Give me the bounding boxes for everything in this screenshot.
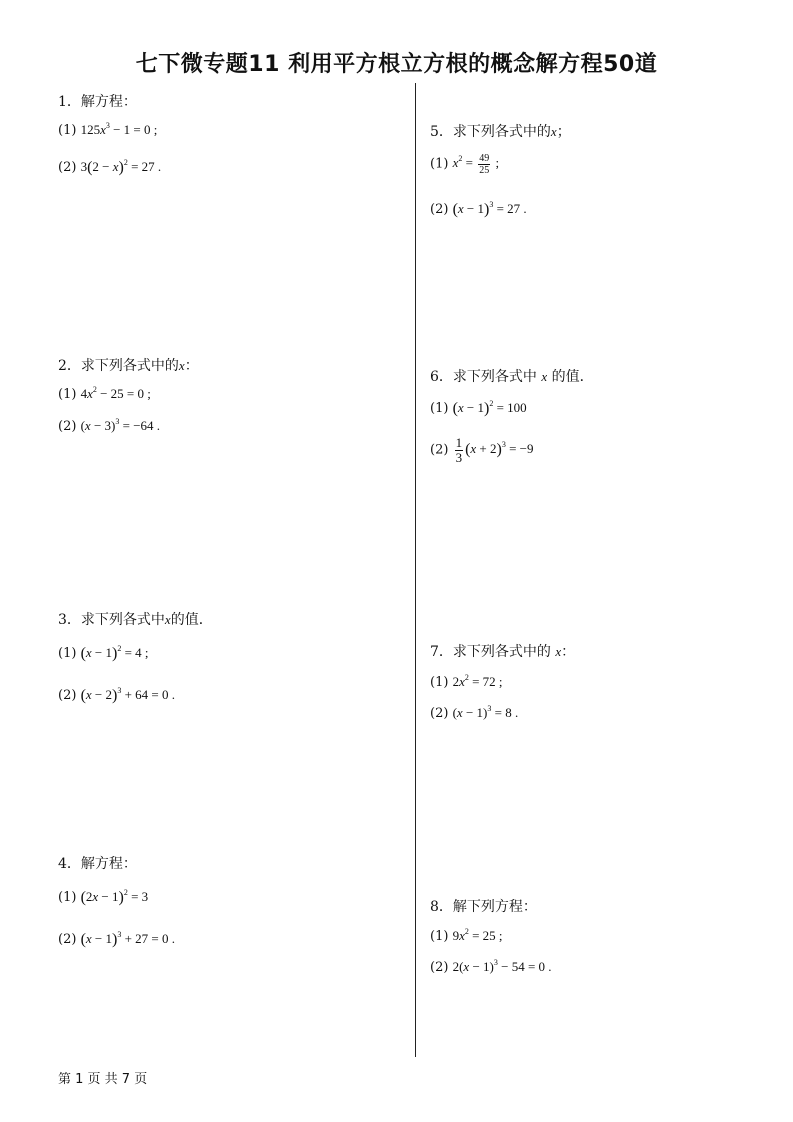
problem-5-part-1: (1) $x^2$ = $\frac{49}{25}$ ;	[430, 153, 500, 176]
problem-7-part-1: (1) $2x^2 = 72$ ;	[430, 673, 503, 690]
page-title: 七下微专题11 利用平方根立方根的概念解方程50道	[135, 52, 658, 77]
problem-3-heading: 3．求下列各式中x的值．	[58, 612, 213, 628]
problem-8-part-1: (1) $9x^2 = 25$ ;	[430, 927, 503, 944]
problem-2	[58, 355, 199, 434]
problem-4-part-1: (1) $(2x - 1)^2 = 3$	[58, 888, 149, 906]
problem-4-heading: 4．解方程：	[58, 856, 137, 872]
problem-7-heading: 7．求下列各式中的 x：	[430, 644, 576, 660]
problem-8	[430, 896, 552, 975]
problem-5-part-2: (2) $(x - 1)^3 = 27$ .	[430, 200, 527, 218]
problem-1	[58, 91, 162, 176]
problem-1-part-2: (2) $3(2 - x)^2 = 27$ .	[58, 158, 162, 176]
problem-2-part-2: (2) $(x - 3)^3 = -64$ .	[58, 417, 161, 434]
problem-6-part-2: (2) $\frac{1}{3}$ $(x + 2)^3 = -9$	[430, 435, 534, 465]
problem-6	[430, 366, 594, 465]
problem-3-part-2: (2) $(x - 2)^3 + 64 = 0$ .	[58, 686, 176, 704]
problem-2-part-1: (1) $4x^2 - 25 = 0$ ;	[58, 385, 151, 402]
problem-6-heading: 6．求下列各式中 x 的值．	[430, 369, 594, 385]
problem-4	[58, 853, 176, 948]
problem-3	[58, 609, 213, 704]
problem-7	[430, 641, 576, 721]
problem-4-part-2: (2) $(x - 1)^3 + 27 = 0$ .	[58, 930, 176, 948]
problem-8-part-2: (2) $2(x - 1)^3 - 54 = 0$ .	[430, 958, 552, 975]
problem-1-heading: 1．解方程：	[58, 94, 137, 110]
column-divider	[415, 83, 416, 1057]
problem-7-part-2: (2) $(x - 1)^3 = 8$ .	[430, 704, 519, 721]
problem-5	[430, 121, 571, 218]
problem-5-heading: 5．求下列各式中的x；	[430, 124, 571, 140]
problem-3-part-1: (1) $(x - 1)^2 = 4$ ;	[58, 644, 149, 662]
page-footer: 第 1 页 共 7 页	[58, 1072, 148, 1087]
problem-1-part-1: (1) $125x^3 - 1 = 0$ ;	[58, 121, 158, 138]
problem-8-heading: 8．解下列方程：	[430, 899, 537, 915]
problem-2-heading: 2．求下列各式中的x：	[58, 358, 199, 374]
problem-6-part-1: (1) $(x - 1)^2 = 100$	[430, 399, 527, 417]
